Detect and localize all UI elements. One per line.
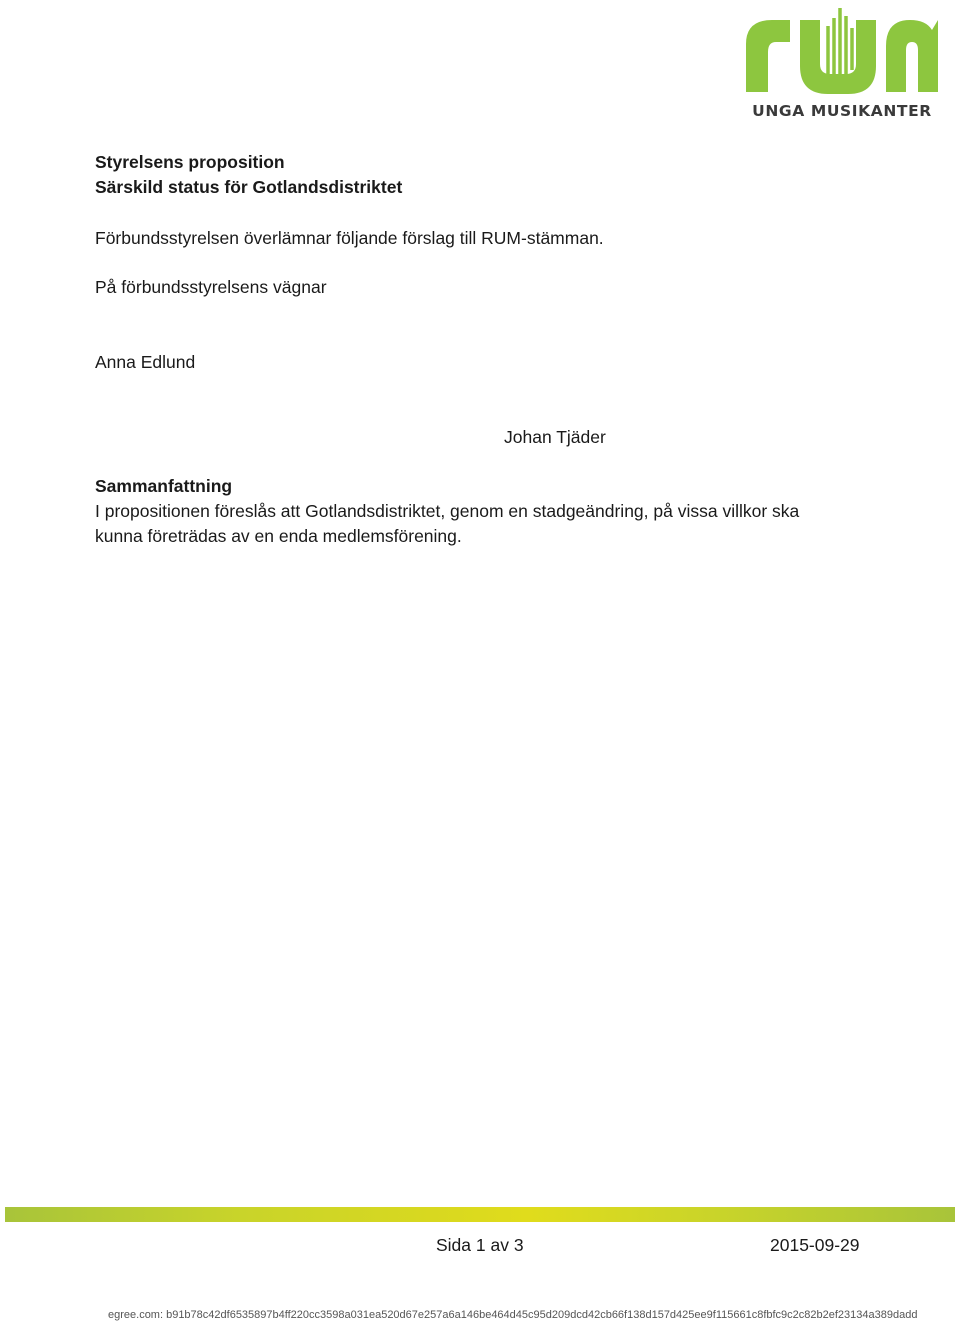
document-date: 2015-09-29 [770, 1235, 860, 1255]
signature-hash: egree.com: b91b78c42df6535897b4ff220cc3598a031ea520d67e257a6a146be464d45c95d209dcd42cb66f138d157d425ee9f115661c8fbfc9c2c82b2ef23134a389dadd [108, 1309, 918, 1321]
rum-logo [742, 4, 942, 122]
rum-logo-mark-icon [742, 4, 942, 100]
proposition-heading: Styrelsens proposition [95, 152, 285, 172]
proposition-title: Särskild status för Gotlandsdistriktet [95, 177, 403, 197]
on-behalf-text: På förbundsstyrelsens vägnar [95, 277, 327, 297]
summary-heading: Sammanfattning [95, 476, 233, 496]
page-number: Sida 1 av 3 [436, 1235, 524, 1255]
intro-text: Förbundsstyrelsen överlämnar följande förslag till RUM-stämman. [95, 228, 604, 248]
summary-line-2: kunna företrädas av en enda medlemsförening. [95, 526, 462, 546]
footer-color-bar [5, 1207, 955, 1222]
logo-caption: UNGA MUSIKANTER [752, 102, 932, 120]
summary-line-1: I propositionen föreslås att Gotlandsdistriktet, genom en stadgeändring, på vissa villkor ska [95, 501, 800, 521]
signatory-anna: Anna Edlund [95, 352, 196, 372]
signatory-johan: Johan Tjäder [504, 427, 606, 447]
